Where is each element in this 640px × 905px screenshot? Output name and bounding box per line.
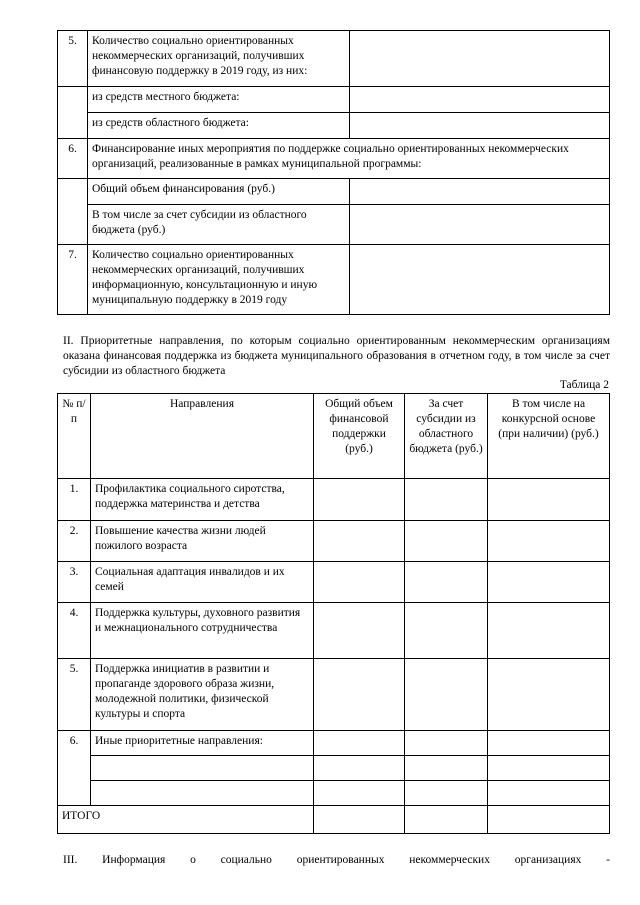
value-cell[interactable]	[314, 756, 405, 781]
row-number: 5.	[58, 659, 91, 731]
row-number: 5.	[58, 31, 88, 87]
value-cell[interactable]	[405, 781, 488, 806]
table-row	[58, 87, 610, 113]
table-row	[58, 562, 610, 603]
section-3-heading: III. Информация о социально ориентированных некоммерческих организациях -	[63, 854, 610, 866]
table-row	[58, 139, 610, 179]
row-number: 6.	[58, 731, 91, 806]
row-number: 1.	[58, 479, 91, 521]
row-label: Общий объем финансирования (руб.)	[88, 179, 350, 205]
value-cell[interactable]	[314, 659, 405, 731]
header-number: № п/п	[58, 394, 91, 479]
value-cell[interactable]	[488, 756, 610, 781]
value-cell[interactable]	[314, 479, 405, 521]
value-cell[interactable]	[350, 179, 610, 205]
header-total-support: Общий объем финансовой поддержки (руб.)	[314, 394, 405, 479]
row-number: 4.	[58, 603, 91, 659]
value-cell[interactable]	[405, 731, 488, 756]
header-row	[58, 394, 610, 479]
value-cell[interactable]	[314, 603, 405, 659]
row-label: Количество социально ориентированных некоммерческих организаций, получивших информационную, консультационную и иную муниципальную поддержку в 2019 году	[88, 245, 350, 315]
table-row	[58, 205, 610, 245]
value-cell[interactable]	[314, 521, 405, 562]
row-label: Повышение качества жизни людей пожилого возраста	[91, 521, 314, 562]
value-cell[interactable]	[314, 781, 405, 806]
value-cell[interactable]	[405, 603, 488, 659]
value-cell[interactable]	[488, 781, 610, 806]
table-label: Таблица 2	[559, 379, 609, 391]
value-cell[interactable]	[405, 756, 488, 781]
value-cell[interactable]	[350, 113, 610, 139]
table-row	[58, 756, 610, 781]
value-cell[interactable]	[488, 603, 610, 659]
total-label: ИТОГО	[58, 806, 314, 834]
table-row	[58, 659, 610, 731]
value-cell[interactable]	[350, 87, 610, 113]
value-cell[interactable]	[350, 245, 610, 315]
row-label: Социальная адаптация инвалидов и их семей	[91, 562, 314, 603]
row-number: 6.	[58, 139, 88, 179]
value-cell[interactable]	[405, 479, 488, 521]
row-number: 7.	[58, 245, 88, 315]
header-regional-subsidy: За счет субсидии из областного бюджета (руб.)	[405, 394, 488, 479]
row-number	[58, 179, 88, 245]
table-row	[58, 603, 610, 659]
value-cell[interactable]	[405, 521, 488, 562]
table-row	[58, 781, 610, 806]
section-2-heading: II. Приоритетные направления, по которым социально ориентированным некоммерческим организациям оказана финансовая поддержка из бюджета муниципального образования в отчетном году, в том числе за счет субсидии из областного бюджета	[63, 335, 610, 377]
value-cell[interactable]	[405, 806, 488, 834]
row-label: В том числе за счет субсидии из областного бюджета (руб.)	[88, 205, 350, 245]
row-label: Профилактика социального сиротства, поддержка материнства и детства	[91, 479, 314, 521]
table-row	[58, 179, 610, 205]
row-number: 3.	[58, 562, 91, 603]
value-cell[interactable]	[350, 31, 610, 87]
row-number: 2.	[58, 521, 91, 562]
row-number	[58, 87, 88, 139]
value-cell[interactable]	[314, 806, 405, 834]
row-label: Поддержка инициатив в развитии и пропаганде здорового образа жизни, молодежной политики, физической культуры и спорта	[91, 659, 314, 731]
row-label: из средств областного бюджета:	[88, 113, 350, 139]
table-row	[58, 479, 610, 521]
value-cell[interactable]	[350, 205, 610, 245]
row-label: Иные приоритетные направления:	[91, 731, 314, 756]
row-label: из средств местного бюджета:	[88, 87, 350, 113]
header-competitive: В том числе на конкурсной основе (при наличии) (руб.)	[488, 394, 610, 479]
value-cell[interactable]	[405, 562, 488, 603]
row-label: Финансирование иных мероприятия по поддержке социально ориентированных некоммерческих организаций, реализованные в рамках муниципальной программы:	[88, 139, 610, 179]
blank-direction-cell[interactable]	[91, 781, 314, 806]
indicators-table	[57, 30, 610, 315]
row-label: Количество социально ориентированных некоммерческих организаций, получивших финансовую поддержку в 2019 году, из них:	[88, 31, 350, 87]
blank-direction-cell[interactable]	[91, 756, 314, 781]
value-cell[interactable]	[488, 659, 610, 731]
row-label: Поддержка культуры, духовного развития и межнационального сотрудничества	[91, 603, 314, 659]
value-cell[interactable]	[314, 562, 405, 603]
priority-directions-table	[57, 393, 610, 834]
value-cell[interactable]	[405, 659, 488, 731]
table-row	[58, 245, 610, 315]
value-cell[interactable]	[488, 521, 610, 562]
total-row	[58, 806, 610, 834]
header-directions: Направления	[91, 394, 314, 479]
value-cell[interactable]	[488, 479, 610, 521]
value-cell[interactable]	[314, 731, 405, 756]
table-row	[58, 731, 610, 756]
value-cell[interactable]	[488, 731, 610, 756]
table-row	[58, 31, 610, 87]
value-cell[interactable]	[488, 562, 610, 603]
table-row	[58, 521, 610, 562]
table-row	[58, 113, 610, 139]
value-cell[interactable]	[488, 806, 610, 834]
